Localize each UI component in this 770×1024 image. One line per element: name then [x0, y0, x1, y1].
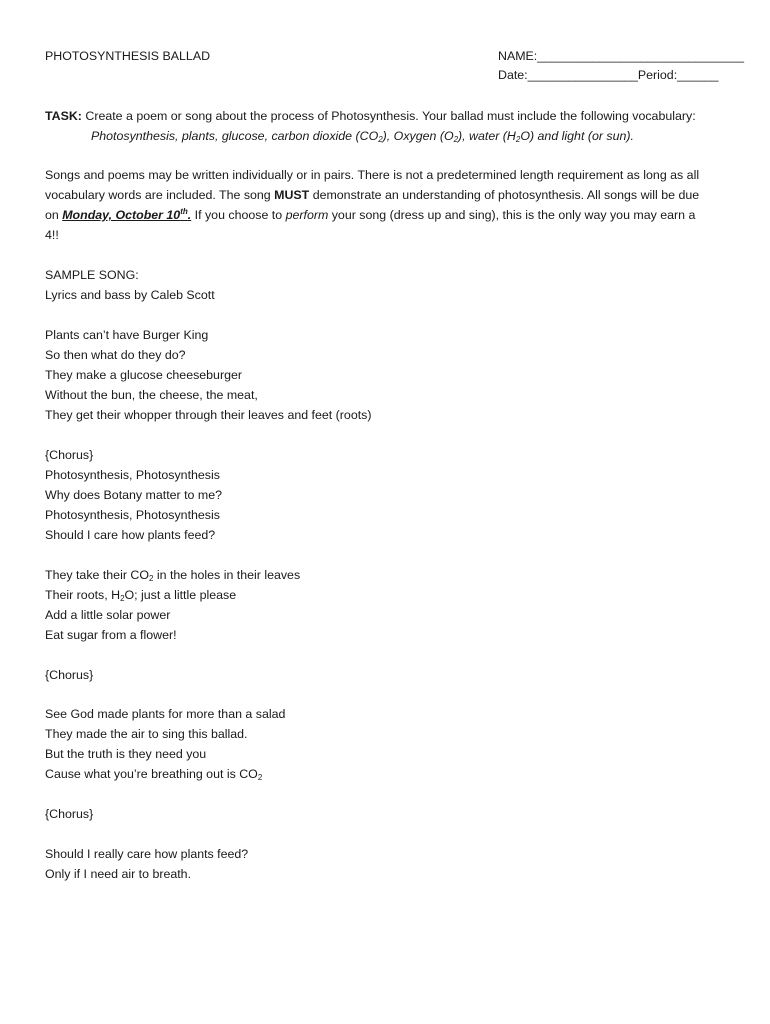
outro-line: Should I really care how plants feed? — [45, 847, 249, 861]
outro-line: Only if I need air to breath. — [45, 867, 192, 881]
verse-1-line: Plants can’t have Burger King — [45, 328, 209, 342]
text-run: on — [45, 208, 63, 222]
text-run: in the holes in their leaves — [153, 568, 301, 582]
task-label: TASK: — [45, 109, 82, 123]
chorus-marker: {Chorus} — [45, 807, 94, 821]
chorus-marker: {Chorus} — [45, 668, 94, 682]
instructions-line-2 — [45, 187, 699, 203]
chorus-marker: {Chorus} — [45, 448, 94, 462]
task-paragraph — [45, 108, 696, 124]
emphasis-must: MUST — [274, 188, 310, 202]
text-run: Their roots, H — [45, 588, 121, 602]
date-period-field-line: Date:________________Period:______ — [498, 68, 719, 82]
chorus-line: Photosynthesis, Photosynthesis — [45, 468, 220, 482]
subscript: 2 — [378, 135, 383, 144]
text-run: demonstrate an understanding of photosynthesis. All songs will be due — [309, 188, 700, 202]
verse-1-line: Without the bun, the cheese, the meat, — [45, 388, 258, 402]
instructions-line-3 — [45, 207, 695, 223]
verse-2-line: Add a little solar power — [45, 608, 171, 622]
text-run: O; just a little please — [124, 588, 237, 602]
document-title: PHOTOSYNTHESIS BALLAD — [45, 49, 211, 63]
verse-1-line: They make a glucose cheeseburger — [45, 368, 242, 382]
verse-1-line: So then what do they do? — [45, 348, 186, 362]
sample-heading: SAMPLE SONG: — [45, 268, 139, 282]
text-run: your song (dress up and sing), this is the only way you may earn a — [328, 208, 696, 222]
subscript: 2 — [257, 773, 263, 782]
chorus-line: Why does Botany matter to me? — [45, 488, 222, 502]
task-text: Create a poem or song about the process of Photosynthesis. Your ballad must include the following vocabulary: — [81, 109, 696, 123]
text-run: If you choose to — [191, 208, 286, 222]
verse-2-line — [45, 567, 300, 583]
verse-3-line: See God made plants for more than a salad — [45, 707, 286, 721]
due-date-text: Monday, October 10 — [62, 208, 181, 222]
verse-3-line — [45, 766, 262, 782]
text-run: Cause what you’re breathing out is CO — [45, 767, 258, 781]
vocab-part: ), Oxygen (O — [382, 129, 454, 143]
name-field-line: NAME:______________________________ — [498, 49, 744, 63]
sample-credit: Lyrics and bass by Caleb Scott — [45, 288, 215, 302]
text-run: They take their CO — [45, 568, 149, 582]
text-run: vocabulary words are included. The song — [45, 188, 275, 202]
instructions-line-4: 4!! — [45, 228, 59, 242]
verse-1-line: They get their whopper through their leaves and feet (roots) — [45, 408, 372, 422]
chorus-line: Photosynthesis, Photosynthesis — [45, 508, 220, 522]
vocab-part: ), water (H — [458, 129, 516, 143]
due-date — [62, 208, 191, 222]
subscript: 2 — [453, 135, 459, 144]
vocab-part: O) and light (or sun). — [520, 129, 634, 143]
verse-2-line — [45, 587, 236, 603]
chorus-line: Should I care how plants feed? — [45, 528, 216, 542]
verse-3-line: But the truth is they need you — [45, 747, 207, 761]
vocabulary-list — [91, 128, 634, 144]
subscript: 2 — [120, 594, 125, 603]
verse-3-line: They made the air to sing this ballad. — [45, 727, 248, 741]
vocab-part: Photosynthesis, plants, glucose, carbon dioxide (CO — [91, 129, 379, 143]
superscript: th — [180, 207, 188, 216]
emphasis-perform: perform — [285, 208, 329, 222]
due-date-period: . — [187, 208, 192, 222]
instructions-line-1: Songs and poems may be written individually or in pairs. There is not a predetermined length requirement as long as all — [45, 168, 700, 182]
subscript: 2 — [515, 135, 521, 144]
subscript: 2 — [148, 574, 154, 583]
verse-2-line: Eat sugar from a flower! — [45, 628, 177, 642]
